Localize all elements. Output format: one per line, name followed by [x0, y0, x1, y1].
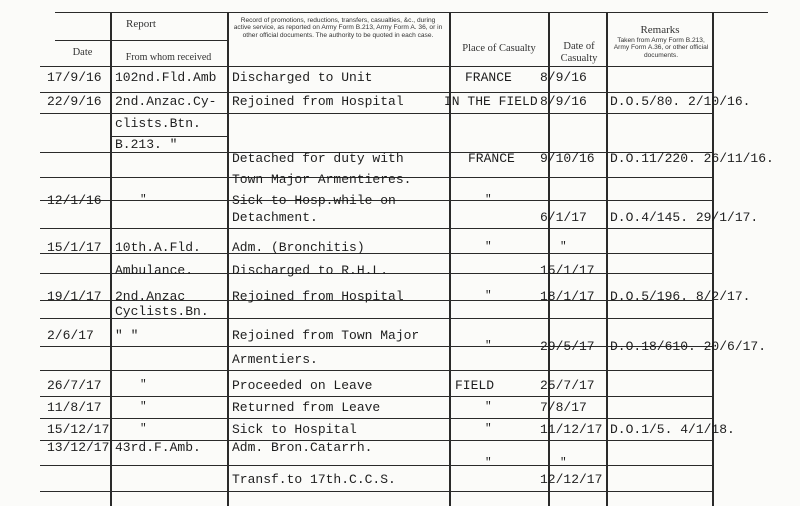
remarks-cell: D.O.18/610. 20/6/17.: [610, 339, 767, 354]
row-rule: [40, 228, 712, 229]
from-cell: 2nd.Anzac.Cy-: [115, 94, 217, 109]
record-cell: Rejoined from Hospital: [232, 289, 404, 304]
from-cell: Ambulance.: [115, 263, 194, 278]
date-cell: 12/1/16: [47, 193, 102, 208]
header-remarks: Remarks: [640, 24, 680, 36]
record-cell: Transf.to 17th.C.C.S.: [232, 472, 396, 487]
from-cell: ": [140, 401, 147, 413]
date-cell: 22/9/16: [47, 94, 102, 109]
row-rule: [40, 396, 712, 397]
record-cell: Sick to Hospital: [232, 422, 357, 437]
remarks-cell: D.O.1/5. 4/1/18.: [610, 422, 735, 437]
record-cell: Town Major Armentieres.: [232, 172, 412, 187]
cdate-cell: 8/9/16: [540, 70, 587, 85]
place-cell: IN THE FIELD: [444, 94, 538, 109]
row-rule: [40, 465, 712, 466]
column-rule-cdate: [606, 12, 608, 506]
remarks-cell: D.O.5/80. 2/10/16.: [610, 94, 751, 109]
record-cell: Adm. Bron.Catarrh.: [232, 440, 373, 455]
row-rule: [40, 491, 712, 492]
place-cell: ": [485, 340, 492, 352]
remarks-cell: D.O.4/145. 29/1/17.: [610, 210, 759, 225]
from-cell: " ": [115, 328, 139, 343]
from-cell: Cyclists.Bn.: [115, 304, 209, 319]
date-cell: 26/7/17: [47, 378, 102, 393]
top-rule: [55, 12, 768, 13]
row-rule: [40, 418, 712, 419]
record-cell: Rejoined from Town Major: [232, 328, 420, 343]
date-cell: 2/6/17: [47, 328, 94, 343]
header-record: Record of promotions, reductions, transfers, casualties, &c., during active service, as reported on Army Form B.213, Army Form A. 36, or in other official documents. The authority to be quoted in each case.: [233, 17, 443, 39]
place-cell: ": [485, 457, 492, 469]
record-cell: Detached for duty with: [232, 151, 404, 166]
record-cell: Returned from Leave: [232, 400, 381, 415]
column-rule-date: [110, 12, 112, 506]
cdate-cell: ": [560, 241, 567, 253]
cdate-cell: 7/8/17: [540, 400, 587, 415]
cdate-cell: 12/12/17: [540, 472, 603, 487]
from-cell: B.213. ": [115, 137, 178, 152]
from-cell: clists.Btn.: [115, 116, 201, 131]
cdate-cell: 29/5/17: [540, 339, 595, 354]
from-cell: ": [140, 379, 147, 391]
date-cell: 19/1/17: [47, 289, 102, 304]
place-cell: ": [485, 401, 492, 413]
record-cell: Proceeded on Leave: [232, 378, 373, 393]
cdate-cell: 25/7/17: [540, 378, 595, 393]
header-date-casualty: Date of Casualty: [560, 41, 598, 64]
cdate-cell: 6/1/17: [540, 210, 587, 225]
remarks-cell: D.O.5/196. 8/2/17.: [610, 289, 751, 304]
record-cell: Rejoined from Hospital: [232, 94, 404, 109]
record-cell: Sick to Hosp.while on: [232, 193, 396, 208]
report-subrule: [55, 40, 227, 41]
place-cell: ": [485, 194, 492, 206]
date-cell: 13/12/17: [47, 440, 110, 455]
cdate-cell: 9/10/16: [540, 151, 595, 166]
header-remarks-note: Taken from Army Form B.213, Army Form A.36, or other official documents.: [613, 37, 709, 59]
record-cell: Adm. (Bronchitis): [232, 240, 365, 255]
date-cell: 15/12/17: [47, 422, 110, 437]
remarks-cell: D.O.11/220. 26/11/16.: [610, 151, 774, 166]
cdate-cell: 15/1/17: [540, 263, 595, 278]
place-cell: ": [485, 241, 492, 253]
record-cell: Discharged to Unit: [232, 70, 373, 85]
from-cell: 10th.A.Fld.: [115, 240, 201, 255]
from-cell: ": [140, 194, 147, 206]
place-cell: ": [485, 423, 492, 435]
place-cell: FIELD: [455, 378, 495, 393]
date-cell: 11/8/17: [47, 400, 102, 415]
place-cell: FRANCE: [465, 70, 512, 85]
record-cell: Armentiers.: [232, 352, 318, 367]
header-date: Date: [72, 47, 93, 58]
place-cell: ": [485, 290, 492, 302]
date-cell: 15/1/17: [47, 240, 102, 255]
row-rule: [40, 370, 712, 371]
header-bottom-rule: [40, 66, 712, 67]
from-cell: 43rd.F.Amb.: [115, 440, 201, 455]
cdate-cell: 11/12/17: [540, 422, 603, 437]
from-cell: 2nd.Anzac: [115, 289, 186, 304]
row-rule: [40, 113, 712, 114]
header-report: Report: [126, 18, 156, 30]
column-rule-from: [227, 12, 229, 506]
cdate-cell: 8/9/16: [540, 94, 587, 109]
record-cell: Discharged to R.H.L.: [232, 263, 389, 278]
from-cell: 102nd.Fld.Amb: [115, 70, 217, 85]
cdate-cell: 18/1/17: [540, 289, 595, 304]
place-cell: FRANCE: [468, 151, 515, 166]
header-place: Place of Casualty: [462, 43, 536, 54]
record-cell: Detachment.: [232, 210, 318, 225]
header-from-whom: From whom received: [125, 52, 212, 63]
from-cell: ": [140, 423, 147, 435]
cdate-cell: ": [560, 457, 567, 469]
date-cell: 17/9/16: [47, 70, 102, 85]
column-rule-record: [449, 12, 451, 506]
